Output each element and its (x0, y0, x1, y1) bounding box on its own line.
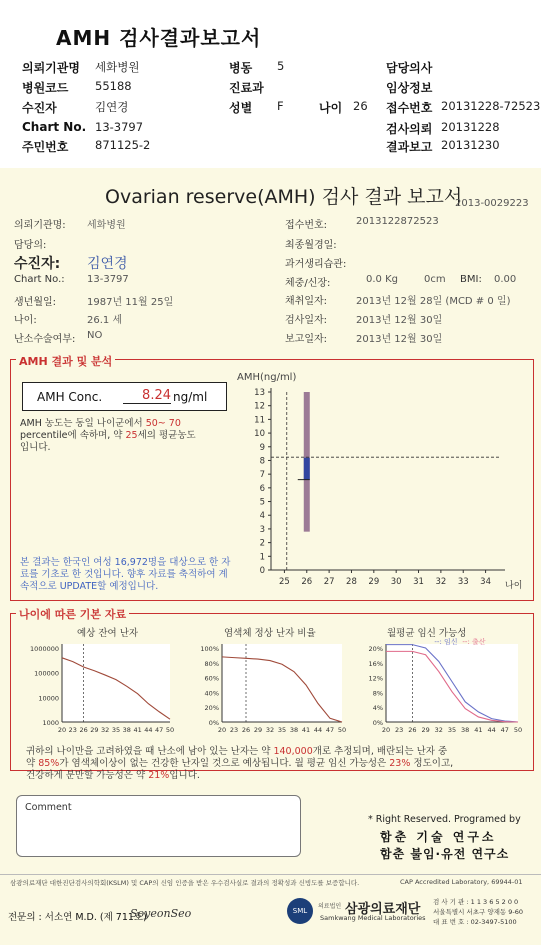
report-age-label: 나이: (14, 315, 37, 326)
amh-y-tick-label: 2 (259, 538, 265, 549)
y-tick-label: 20% (204, 704, 219, 713)
x-tick-label: 23 (229, 726, 239, 734)
desc-part-1: AMH 농도는 동일 나이군에서 (20, 418, 143, 429)
summary-part-6: 건강하게 분만할 가능성은 약 (26, 770, 146, 781)
report-test-label: 검사일자: (285, 315, 328, 326)
remaining-eggs-chart (18, 636, 176, 740)
summary-pct-1: 85% (38, 758, 60, 769)
report-date-value: 20131230 (441, 138, 500, 152)
resident-number-label: 주민번호 (22, 140, 69, 154)
amh-x-tick-label: 33 (457, 577, 469, 587)
x-tick-label: 41 (133, 726, 142, 734)
y-tick-label: 16% (368, 659, 383, 668)
amh-y-tick-label: 11 (254, 415, 265, 426)
footer-cap: CAP Accredited Laboratory, 69944-01 (400, 878, 523, 886)
amh-y-tick-label: 0 (259, 566, 265, 576)
y-tick-label: 10000 (38, 694, 59, 703)
desc-part-3: 세의 평균농도 (137, 430, 196, 441)
report-surgery-value: NO (87, 330, 103, 341)
amh-x-tick-label: 31 (413, 577, 424, 587)
desc-part-4: 입니다. (20, 442, 51, 453)
footer-certification: 삼광의료재단 대한진단검사의학회(KSLM) 및 CAP의 신임 인증을 받은 우수검사실로 결과의 정확성과 신빙도를 보증합니다. (10, 879, 360, 887)
report-report-value: 2013년 12월 30일 (356, 334, 443, 345)
footer-divider (0, 874, 541, 875)
summary-pct-3: 21% (148, 770, 170, 781)
legend-pregnancy: --: 임신 (434, 638, 458, 646)
y-tick-label: 100% (200, 645, 219, 653)
report-report-label: 보고일자: (285, 334, 328, 345)
x-tick-label: 47 (325, 726, 335, 734)
report-chart-value: 13-3797 (87, 274, 129, 285)
amh-y-tick-label: 12 (254, 401, 265, 412)
x-tick-label: 44 (144, 726, 153, 734)
receipt-number-label: 접수번호 (386, 101, 433, 115)
sml-logo-icon: SML (287, 898, 313, 924)
plot-area (62, 644, 170, 722)
report-collect-value: 2013년 12월 28일 (MCD # 0 일) (356, 296, 511, 307)
x-tick-label: 32 (101, 726, 110, 734)
y-tick-label: 20% (368, 645, 383, 653)
report-title: Ovarian reserve(AMH) 검사 결과 보고서 (105, 186, 463, 208)
amh-x-tick-label: 28 (346, 577, 357, 587)
y-tick-label: 60% (204, 674, 219, 683)
ward-value: 5 (277, 59, 285, 73)
age-data-section-title: 나이에 따른 기본 자료 (16, 606, 129, 622)
y-tick-label: 1000 (42, 719, 59, 727)
y-tick-label: 80% (204, 659, 219, 668)
sex-label: 성별 (229, 101, 253, 115)
report-test-value: 2013년 12월 30일 (356, 315, 443, 326)
desc-age: 25 (125, 430, 138, 441)
report-doctor-label: 담당의: (14, 240, 47, 251)
amh-y-tick-label: 8 (259, 456, 265, 467)
report-date-label: 결과보고 (386, 140, 433, 154)
x-tick-label: 47 (500, 726, 509, 734)
amh-data-note: 본 결과는 한국인 여성 16,972명을 대상으로 한 자료를 기초로 한 것입니다. 향후 자료를 축적하여 계속적으로 UPDATE할 예정입니다. (20, 557, 231, 592)
report-lmp-label: 최종월경일: (285, 240, 337, 251)
x-tick-label: 50 (337, 726, 347, 734)
amh-x-tick-label: 32 (435, 577, 447, 587)
chart2-title: 염색체 정상 난자 비율 (224, 628, 316, 639)
amh-chart-title: AMH(ng/ml) (237, 372, 297, 383)
age-value: 26 (353, 99, 368, 113)
x-tick-label: 44 (487, 726, 496, 734)
amh-iqr-bar (304, 458, 310, 480)
desc-range-dash: ~ (157, 418, 166, 429)
x-tick-label: 20 (57, 726, 67, 734)
foundation-prefix: 의료법인 (318, 903, 342, 910)
x-tick-label: 35 (111, 726, 121, 734)
foundation-english: Samkwang Medical Laboratories (320, 914, 426, 922)
rights-text: * Right Reserved. Programed by (368, 814, 521, 825)
foundation-name: 삼광의료재단 (345, 902, 421, 917)
y-tick-label: 8% (372, 689, 383, 698)
x-tick-label: 23 (68, 726, 77, 734)
contact-1: 검 사 기 관 : 1 1 3 6 5 2 0 0 (433, 898, 519, 906)
resident-number-value: 871125-2 (95, 138, 151, 152)
x-tick-label: 20 (217, 726, 227, 734)
chart3-title: 월평균 임신 가능성 (387, 628, 467, 639)
chart1-title: 예상 잔여 난자 (77, 628, 139, 639)
y-tick-label: 0% (208, 719, 219, 727)
x-tick-label: 35 (447, 726, 457, 734)
request-date-label: 검사의뢰 (386, 122, 433, 136)
x-tick-label: 50 (165, 726, 175, 734)
x-tick-label: 38 (461, 726, 470, 734)
department-label: 진료과 (229, 81, 264, 95)
amh-x-tick-label: 30 (390, 577, 402, 587)
summary-part-7: 입니다. (169, 770, 200, 781)
summary-eggs: 140,000 (273, 746, 313, 757)
report-height-value: 0cm (424, 274, 446, 285)
x-tick-label: 23 (395, 726, 404, 734)
institute-1: 함춘 기술 연구소 (380, 830, 497, 844)
amh-x-axis-label: 나이 (505, 581, 523, 591)
report-birth-value: 1987년 11월 25일 (87, 297, 174, 308)
y-tick-label: 40% (204, 689, 219, 698)
summary-part-4: 가 염색체이상이 없는 건강한 난자일 것으로 예상됩니다. 월 평균 임신 가능성은 (59, 758, 387, 769)
chart-number-value: 13-3797 (95, 120, 144, 134)
report-surgery-label: 난소수술여부: (14, 334, 76, 345)
x-tick-label: 41 (301, 726, 311, 734)
x-tick-label: 47 (155, 726, 164, 734)
x-tick-label: 35 (277, 726, 287, 734)
x-tick-label: 32 (265, 726, 275, 734)
report-receipt-label: 접수번호: (285, 220, 328, 231)
x-tick-label: 29 (421, 726, 430, 734)
x-tick-label: 32 (434, 726, 443, 734)
amh-y-tick-label: 1 (259, 552, 265, 563)
report-patient-value: 김연경 (87, 256, 128, 272)
sex-value: F (277, 99, 284, 113)
institution-value: 세화병원 (95, 60, 140, 74)
amh-x-tick-label: 34 (480, 577, 492, 587)
desc-range-high: 70 (168, 418, 181, 429)
amh-y-tick-label: 3 (259, 524, 265, 535)
contact-3: 대 표 번 호 : 02-3497-5100 (433, 918, 517, 926)
institution-label: 의뢰기관명 (22, 61, 80, 75)
report-age-value: 26.1 세 (87, 315, 123, 326)
normal-eggs-chart (190, 636, 348, 740)
report-history-label: 과거생리습관: (285, 259, 347, 270)
y-tick-label: 100000 (34, 669, 59, 678)
summary-part-2: 개로 추정되며, 배란되는 난자 중 (312, 746, 448, 757)
report-chart-label: Chart No.: (14, 274, 65, 285)
chart-number-label: Chart No. (22, 120, 87, 134)
amh-y-tick-label: 4 (259, 511, 265, 522)
amh-y-tick-label: 6 (259, 483, 265, 494)
amh-x-tick-label: 27 (323, 577, 335, 587)
amh-conc-unit: ng/ml (173, 390, 208, 404)
hospital-code-label: 병원코드 (22, 81, 69, 95)
report-birth-label: 생년월일: (14, 297, 57, 308)
x-tick-label: 38 (122, 726, 131, 734)
doctor-line: 전문의 : 서소연 M.D. (제 711호) (8, 912, 147, 923)
request-date-value: 20131228 (441, 120, 500, 134)
x-tick-label: 41 (474, 726, 483, 734)
x-tick-label: 29 (90, 726, 99, 734)
amh-concentration-box (22, 382, 227, 411)
summary-part-1: 귀하의 나이만을 고려하였을 때 난소에 남아 있는 난자는 약 (26, 746, 271, 757)
doctor-label: 담당의사 (386, 61, 433, 75)
pregnancy-chart (356, 636, 524, 740)
signature: SoyeonSeo (130, 907, 192, 920)
report-body-label: 체중/신장: (285, 278, 331, 289)
amh-conc-label: AMH Conc. (37, 390, 103, 404)
clinical-info-label: 임상정보 (386, 81, 433, 95)
plot-area (386, 644, 518, 722)
patient-value: 김연경 (95, 100, 129, 114)
report-doc-number: 2013-0029223 (455, 198, 529, 209)
report-patient-label: 수진자: (14, 256, 61, 272)
amh-y-tick-label: 5 (259, 497, 265, 508)
y-tick-label: 0% (372, 719, 383, 727)
age-summary-text (26, 746, 526, 782)
report-collect-label: 채취일자: (285, 296, 328, 307)
amh-section-title: AMH 결과 및 분석 (16, 353, 115, 369)
amh-y-tick-label: 10 (254, 429, 265, 440)
comment-label: Comment (25, 802, 72, 813)
amh-x-tick-label: 29 (368, 577, 380, 587)
x-tick-label: 26 (408, 726, 417, 734)
x-tick-label: 38 (289, 726, 299, 734)
report-bmi-label: BMI: (460, 274, 482, 285)
amh-y-tick-label: 9 (259, 442, 265, 453)
summary-pct-2: 23% (389, 758, 411, 769)
ward-label: 병동 (229, 61, 253, 75)
report-receipt-value: 2013122872523 (356, 216, 439, 227)
patient-label: 수진자 (22, 101, 57, 115)
comment-box (16, 795, 301, 857)
amh-age-chart (231, 366, 531, 596)
amh-x-tick-label: 25 (278, 577, 290, 587)
receipt-number-value: 20131228-72523 (441, 99, 541, 113)
x-tick-label: 44 (313, 726, 323, 734)
hospital-code-value: 55188 (95, 79, 132, 93)
report-institution-label: 의뢰기관명: (14, 220, 66, 231)
x-tick-label: 20 (381, 726, 391, 734)
summary-part-5: 정도이고, (413, 758, 454, 769)
x-tick-label: 50 (513, 726, 523, 734)
summary-part-3: 약 (26, 758, 36, 769)
report-bmi-value: 0.00 (494, 274, 517, 285)
x-tick-label: 26 (241, 726, 251, 734)
report-institution-value: 세화병원 (87, 220, 126, 231)
x-tick-label: 29 (253, 726, 263, 734)
amh-description (20, 418, 230, 454)
report-weight-value: 0.0 Kg (366, 274, 398, 285)
amh-conc-value: 8.24 (123, 388, 171, 404)
institute-2: 함춘 불임·유전 연구소 (380, 847, 510, 861)
scanned-report (0, 168, 541, 945)
amh-x-tick-label: 26 (301, 577, 313, 587)
legend-birth: --: 출산 (462, 638, 486, 646)
amh-y-tick-label: 13 (254, 388, 265, 398)
amh-y-tick-label: 7 (259, 470, 265, 481)
y-tick-label: 4% (372, 704, 383, 713)
age-label: 나이 (319, 101, 343, 115)
desc-part-2: percentile에 속하며, 약 (20, 430, 123, 441)
contact-2: 서울특별시 서초구 양재동 9-60 (433, 908, 524, 916)
desc-range-low: 50 (145, 418, 158, 429)
x-tick-label: 26 (79, 726, 88, 734)
y-tick-label: 12% (368, 674, 383, 683)
page-title: AMH 검사결과보고서 (56, 26, 262, 50)
y-tick-label: 1000000 (30, 645, 59, 653)
